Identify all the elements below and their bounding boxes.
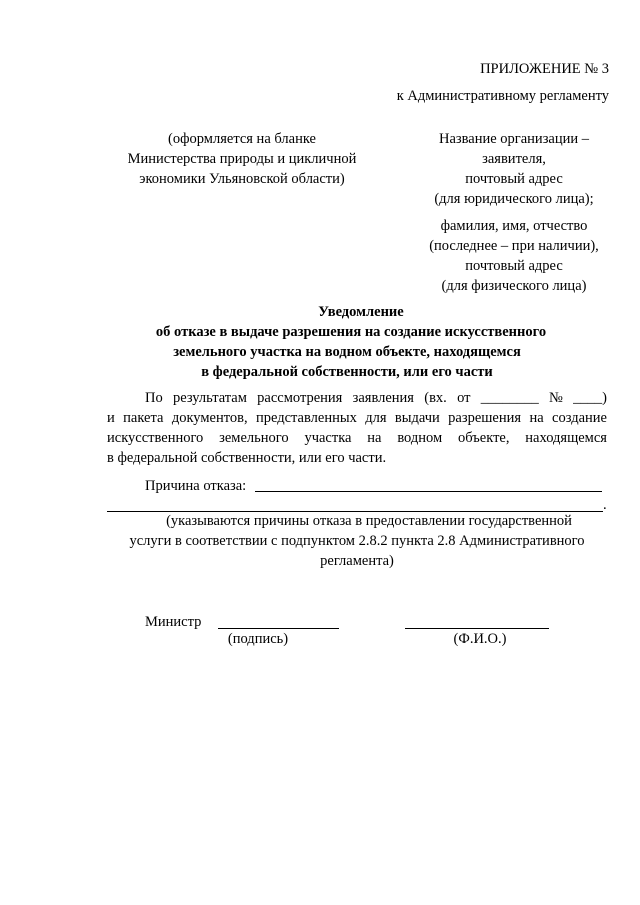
title-line: в федеральной собственности, или его части — [201, 364, 493, 380]
refusal-reason-period: . — [603, 497, 607, 513]
addressee-line: (для юридического лица); — [434, 191, 594, 207]
addressee-line: почтовый адрес — [465, 171, 563, 187]
full-name-caption: (Ф.И.О.) — [453, 631, 507, 647]
reason-note-line: регламента) — [320, 553, 394, 569]
addressee-person — [396, 216, 632, 296]
addressee-line: (последнее – при наличии), — [429, 238, 599, 254]
signature-line[interactable] — [218, 615, 339, 629]
letterhead-note-line: экономики Ульяновской области) — [139, 171, 345, 187]
body-line-2: и пакета документов, представленных для выдачи разрешения на создание — [107, 410, 607, 426]
signature-caption: (подпись) — [227, 631, 289, 647]
addressee-line: (для физического лица) — [441, 278, 587, 294]
title-line: Уведомление — [318, 304, 404, 320]
body-line-4: в федеральной собственности, или его части. — [107, 450, 387, 466]
addressee-organization — [396, 129, 632, 209]
reason-note-line: (указываются причины отказа в предоставлении государственной — [166, 513, 572, 529]
application-date-blank: ________ — [480, 390, 539, 406]
title-line: об отказе в выдаче разрешения на создание искусственного — [155, 324, 547, 340]
letterhead-note-line: Министерства природы и цикличной — [127, 151, 357, 167]
letterhead-note-line: (оформляется на бланке — [168, 131, 316, 147]
signatory-role: Министр — [145, 614, 202, 630]
body-paragraph — [107, 388, 607, 468]
appendix-reference: к Административному регламенту — [396, 88, 609, 104]
body-line-1: По результатам рассмотрения заявления (вх. от ________ № ____) — [145, 390, 607, 406]
letterhead-note — [100, 129, 384, 189]
reason-note-line: услуги в соответствии с подпунктом 2.8.2 пункта 2.8 Административного — [129, 533, 585, 549]
document-title — [104, 302, 640, 382]
addressee-line: заявителя, — [482, 151, 546, 167]
title-line: земельного участка на водном объекте, находящемся — [173, 344, 521, 360]
refusal-reason-field-line[interactable] — [255, 478, 602, 492]
application-number-blank: ____) — [573, 390, 607, 406]
appendix-number: ПРИЛОЖЕНИЕ № 3 — [480, 61, 609, 77]
refusal-reason-label: Причина отказа: — [145, 478, 247, 494]
addressee-line: фамилия, имя, отчество — [440, 218, 588, 234]
refusal-reason-field-line-2[interactable] — [107, 498, 603, 512]
full-name-line[interactable] — [405, 615, 549, 629]
addressee-line: почтовый адрес — [465, 258, 563, 274]
body-line-3: искусственного земельного участка на водном объекте, находящемся — [107, 430, 607, 446]
refusal-reason-note — [107, 511, 607, 571]
addressee-line: Название организации – — [438, 131, 590, 147]
